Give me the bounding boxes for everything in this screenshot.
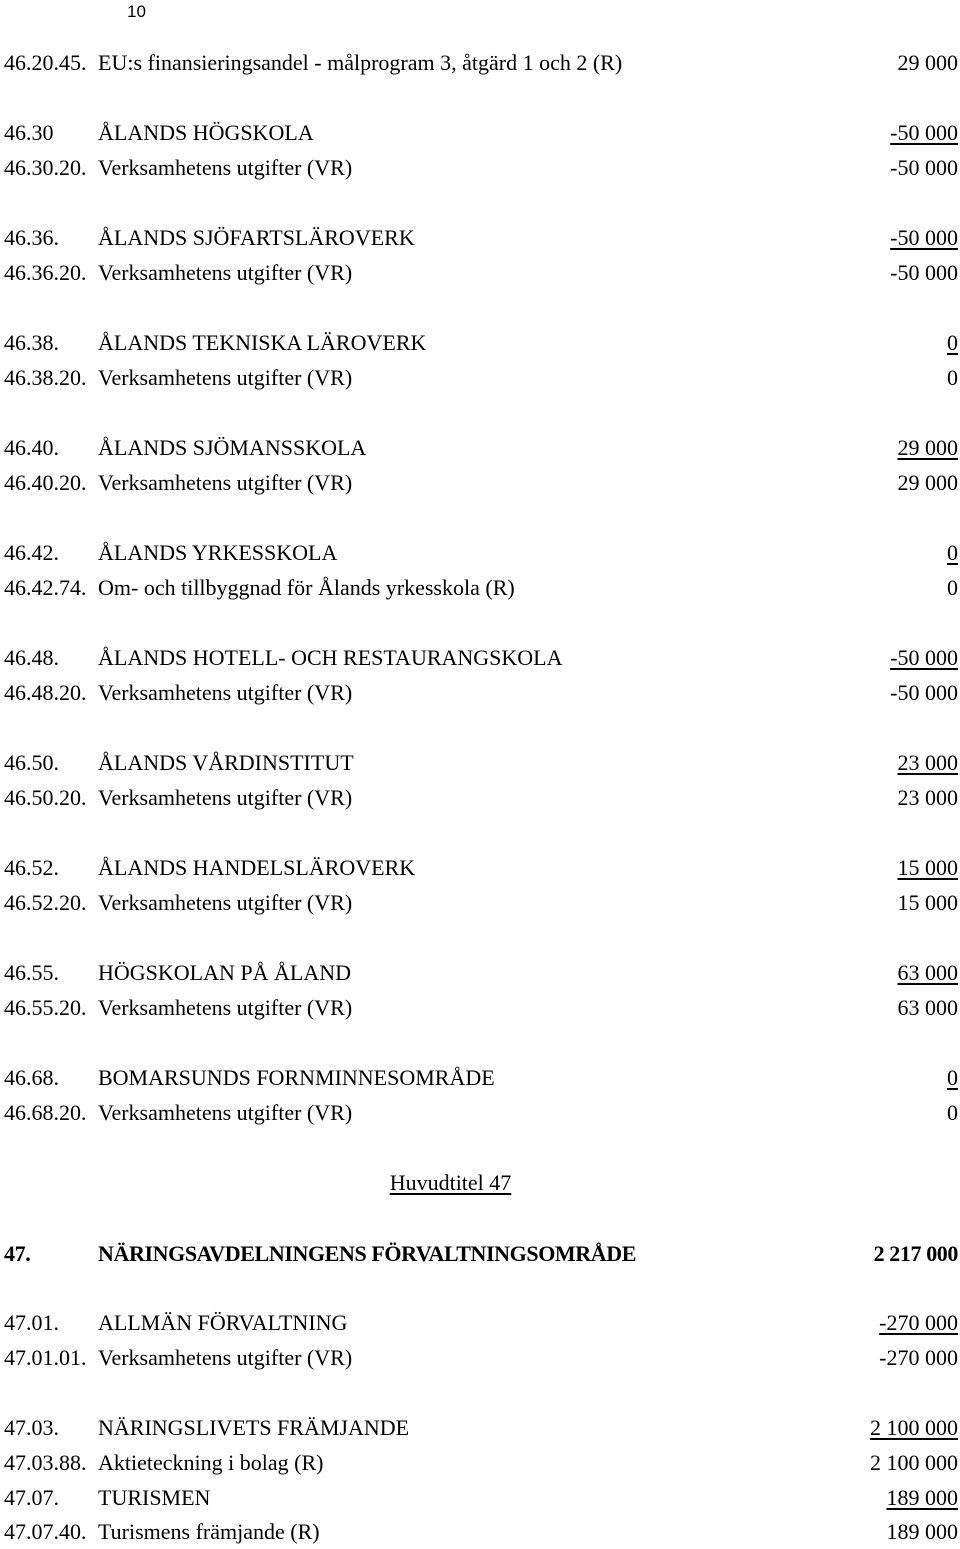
- item-amount: -50 000: [890, 260, 958, 285]
- item-code: 47.03.: [4, 1415, 59, 1440]
- item-amount: 29 000: [897, 470, 958, 495]
- budget-row-yrkes: [0, 538, 960, 568]
- item-code: 46.30: [4, 120, 54, 145]
- item-label: NÄRINGSAVDELNINGENS FÖRVALTNINGSOMRÅDE: [98, 1241, 637, 1266]
- item-amount: 23 000: [897, 785, 958, 810]
- item-amount: 29 000: [897, 435, 958, 460]
- item-label: Turismens främjande (R): [98, 1519, 320, 1544]
- budget-row-sjomans-20: [0, 468, 960, 498]
- item-label: Verksamhetens utgifter (VR): [98, 1100, 353, 1125]
- item-amount: 2 100 000: [870, 1415, 958, 1440]
- item-amount: 23 000: [897, 750, 958, 775]
- item-code: 46.52.: [4, 855, 59, 880]
- item-amount: -50 000: [890, 120, 958, 145]
- item-label: EU:s finansieringsandel - målprogram 3, åtgärd 1 och 2 (R): [98, 50, 623, 75]
- item-amount: 189 000: [886, 1485, 958, 1510]
- item-label: ÅLANDS VÅRDINSTITUT: [98, 750, 354, 775]
- budget-row-turism: [0, 1483, 960, 1513]
- budget-row-naringsliv: [0, 1413, 960, 1443]
- item-code: 46.48.20.: [4, 680, 87, 705]
- item-label: NÄRINGSLIVETS FRÄMJANDE: [98, 1415, 410, 1440]
- budget-row-yrkes-74: [0, 573, 960, 603]
- item-code: 47.01.: [4, 1310, 59, 1335]
- item-label: ÅLANDS HOTELL- OCH RESTAURANGSKOLA: [98, 645, 563, 670]
- item-amount: -50 000: [890, 645, 958, 670]
- budget-row-vard: [0, 748, 960, 778]
- item-code: 46.48.: [4, 645, 59, 670]
- budget-row-hogskola: [0, 118, 960, 148]
- item-amount: 0: [947, 1100, 958, 1125]
- item-code: 47.03.88.: [4, 1450, 87, 1475]
- budget-row-handel-20: [0, 888, 960, 918]
- item-label: Verksamhetens utgifter (VR): [98, 785, 353, 810]
- item-label: Verksamhetens utgifter (VR): [98, 890, 353, 915]
- item-code: 46.36.: [4, 225, 59, 250]
- item-code: 46.42.: [4, 540, 59, 565]
- item-code: 46.40.20.: [4, 470, 87, 495]
- item-code: 46.52.20.: [4, 890, 87, 915]
- budget-row-bomarsund: [0, 1063, 960, 1093]
- item-label: Aktieteckning i bolag (R): [98, 1450, 324, 1475]
- item-label: Verksamhetens utgifter (VR): [98, 155, 353, 180]
- item-label: TURISMEN: [98, 1485, 211, 1510]
- item-amount: -50 000: [890, 225, 958, 250]
- item-label: ÅLANDS TEKNISKA LÄROVERK: [98, 330, 427, 355]
- budget-row-handel: [0, 853, 960, 883]
- item-amount: 63 000: [897, 960, 958, 985]
- item-amount: 0: [947, 330, 958, 355]
- item-code: 46.50.20.: [4, 785, 87, 810]
- main-title-heading: Huvudtitel 47: [389, 1170, 512, 1195]
- item-amount: 189 000: [886, 1519, 958, 1544]
- item-label: ÅLANDS HANDELSLÄROVERK: [98, 855, 416, 880]
- item-label: Verksamhetens utgifter (VR): [98, 470, 353, 495]
- item-amount: -270 000: [879, 1345, 958, 1370]
- budget-row-hogskolan-aland-20: [0, 993, 960, 1023]
- budget-row-hogskola-20: [0, 153, 960, 183]
- item-label: Verksamhetens utgifter (VR): [98, 995, 353, 1020]
- budget-row-tekniska-20: [0, 363, 960, 393]
- budget-row-vard-20: [0, 783, 960, 813]
- budget-row-hotell: [0, 643, 960, 673]
- item-code: 46.36.20.: [4, 260, 87, 285]
- item-amount: -270 000: [879, 1310, 958, 1335]
- budget-row-allman-01: [0, 1343, 960, 1373]
- item-label: ÅLANDS SJÖFARTSLÄROVERK: [98, 225, 415, 250]
- budget-row-sjofart-20: [0, 258, 960, 288]
- item-label: Verksamhetens utgifter (VR): [98, 1345, 353, 1370]
- item-label: HÖGSKOLAN PÅ ÅLAND: [98, 960, 351, 985]
- item-label: Verksamhetens utgifter (VR): [98, 365, 353, 390]
- item-code: 46.42.74.: [4, 575, 87, 600]
- item-code: 46.50.: [4, 750, 59, 775]
- item-amount: 0: [947, 575, 958, 600]
- item-label: BOMARSUNDS FORNMINNESOMRÅDE: [98, 1065, 495, 1090]
- budget-row-allman: [0, 1308, 960, 1338]
- item-amount: -50 000: [890, 680, 958, 705]
- budget-row-eu-financing: [0, 48, 960, 78]
- item-label: Verksamhetens utgifter (VR): [98, 260, 353, 285]
- item-amount: -50 000: [890, 155, 958, 180]
- budget-row-sjomans: [0, 433, 960, 463]
- item-label: ÅLANDS HÖGSKOLA: [98, 120, 314, 145]
- item-code: 46.68.20.: [4, 1100, 87, 1125]
- item-amount: 0: [947, 540, 958, 565]
- item-code: 46.20.45.: [4, 50, 87, 75]
- item-amount: 29 000: [897, 50, 958, 75]
- item-amount: 0: [947, 1065, 958, 1090]
- item-amount: 15 000: [897, 855, 958, 880]
- item-amount: 15 000: [897, 890, 958, 915]
- item-label: Om- och tillbyggnad för Ålands yrkesskola (R): [98, 575, 515, 600]
- item-code: 46.40.: [4, 435, 59, 460]
- item-amount: 0: [947, 365, 958, 390]
- item-amount: 2 217 000: [873, 1241, 958, 1266]
- budget-row-naringsliv-88: [0, 1448, 960, 1478]
- item-code: 46.68.: [4, 1065, 59, 1090]
- item-code: 46.30.20.: [4, 155, 87, 180]
- item-amount: 2 100 000: [870, 1450, 958, 1475]
- budget-row-hogskolan-aland: [0, 958, 960, 988]
- item-label: ALLMÄN FÖRVALTNING: [98, 1310, 348, 1335]
- item-code: 47.07.: [4, 1485, 59, 1510]
- item-label: ÅLANDS SJÖMANSSKOLA: [98, 435, 367, 460]
- budget-row-hotell-20: [0, 678, 960, 708]
- page-number: 10: [127, 2, 146, 21]
- budget-row-naringsavdelning: [0, 1239, 960, 1269]
- item-code: 46.55.: [4, 960, 59, 985]
- budget-row-sjofart: [0, 223, 960, 253]
- item-code: 47.07.40.: [4, 1519, 87, 1544]
- item-code: 46.38.: [4, 330, 59, 355]
- item-label: ÅLANDS YRKESSKOLA: [98, 540, 338, 565]
- budget-row-tekniska: [0, 328, 960, 358]
- item-code: 46.55.20.: [4, 995, 87, 1020]
- item-amount: 63 000: [897, 995, 958, 1020]
- item-code: 47.01.01.: [4, 1345, 87, 1370]
- item-code: 46.38.20.: [4, 365, 87, 390]
- budget-row-turism-40: [0, 1517, 960, 1547]
- item-code: 47.: [4, 1241, 31, 1266]
- item-label: Verksamhetens utgifter (VR): [98, 680, 353, 705]
- budget-row-bomarsund-20: [0, 1098, 960, 1128]
